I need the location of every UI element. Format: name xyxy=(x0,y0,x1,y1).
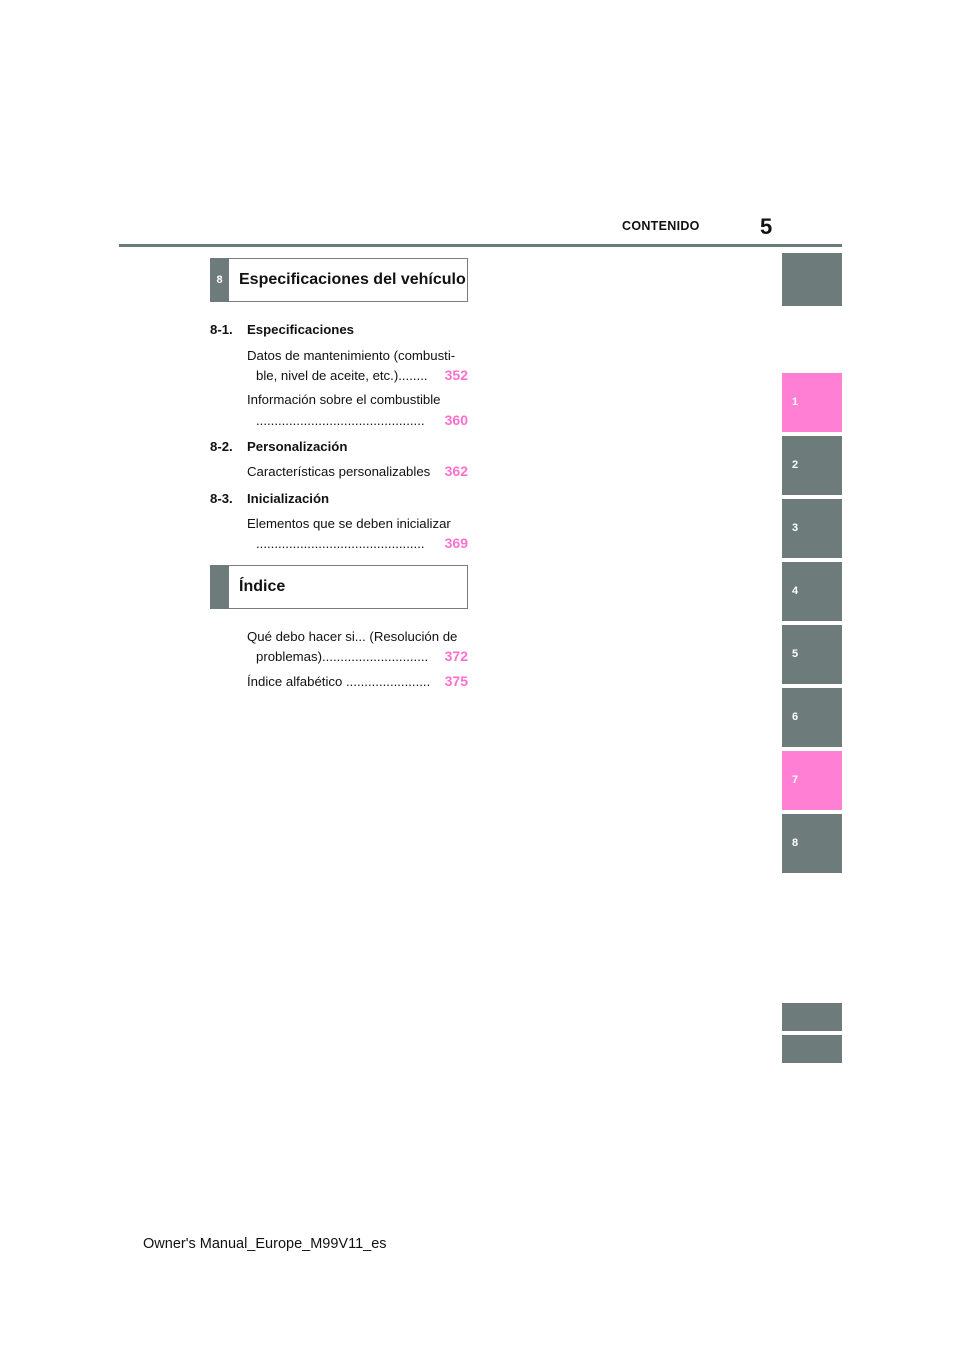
section-title: Índice xyxy=(239,578,286,595)
chapter-tab-5[interactable] xyxy=(782,625,842,684)
toc-entry-alphabetical-index[interactable] xyxy=(247,674,468,689)
chapter-tab-what-to-do[interactable] xyxy=(782,1003,842,1031)
tab-label: 1 xyxy=(792,396,799,408)
entry-text: Datos de mantenimiento (combusti- xyxy=(247,348,456,363)
section-heading-specifications xyxy=(210,258,468,302)
footer-manual-id: Owner's Manual_Europe_M99V11_es xyxy=(143,1236,387,1252)
page-number: 5 xyxy=(760,214,773,239)
toc-subsection-8-3[interactable] xyxy=(210,491,329,506)
page-link[interactable]: 369 xyxy=(444,535,468,551)
entry-leader: .............................................. xyxy=(256,536,425,551)
chapter-tab-8[interactable] xyxy=(782,814,842,873)
entry-text: ble, nivel de aceite, etc.)........ xyxy=(256,368,428,383)
tab-label: 3 xyxy=(792,522,799,534)
chapter-tab-2[interactable] xyxy=(782,436,842,495)
header-title: CONTENIDO xyxy=(622,219,700,233)
subsection-title: Especificaciones xyxy=(247,322,355,337)
entry-text: Qué debo hacer si... (Resolución de xyxy=(247,629,458,644)
entry-text: Características personalizables xyxy=(247,464,431,479)
entry-leader: .............................................. xyxy=(256,413,425,428)
chapter-tab-1[interactable] xyxy=(782,373,842,432)
header-rule xyxy=(119,244,842,247)
toc-entry-initialize-items[interactable] xyxy=(247,516,468,531)
section-number xyxy=(210,565,229,609)
chapter-tab-4[interactable] xyxy=(782,562,842,621)
tab-label: 5 xyxy=(792,648,799,660)
entry-text: Información sobre el combustible xyxy=(247,392,441,407)
subsection-number: 8-2. xyxy=(210,439,233,454)
subsection-number: 8-1. xyxy=(210,322,233,337)
toc-entry-troubleshooting[interactable] xyxy=(247,629,468,644)
tab-label: 8 xyxy=(792,837,799,849)
page-link[interactable]: 372 xyxy=(444,648,468,664)
entry-text: Índice alfabético ....................... xyxy=(247,674,431,689)
chapter-tab-7[interactable] xyxy=(782,751,842,810)
section-title: Especificaciones del vehículo xyxy=(239,271,466,288)
toc-entry-fuel-info-cont[interactable] xyxy=(256,413,468,428)
entry-text: Elementos que se deben inicializar xyxy=(247,516,451,531)
tab-label: 2 xyxy=(792,459,799,471)
toc-entry-fuel-info[interactable] xyxy=(247,392,468,407)
toc-entry-maintenance-data[interactable] xyxy=(247,348,468,363)
subsection-title: Personalización xyxy=(247,439,348,454)
toc-entry-custom-features[interactable] xyxy=(247,464,468,479)
chapter-tab-contents[interactable] xyxy=(782,253,842,306)
page-link[interactable]: 360 xyxy=(444,412,468,428)
chapter-tab-index[interactable] xyxy=(782,1035,842,1063)
subsection-number: 8-3. xyxy=(210,491,233,506)
section-heading-index xyxy=(210,565,468,609)
toc-entry-maintenance-data-cont[interactable] xyxy=(256,368,468,383)
toc-entry-initialize-items-cont[interactable] xyxy=(256,536,468,551)
chapter-tab-3[interactable] xyxy=(782,499,842,558)
toc-entry-troubleshooting-cont[interactable] xyxy=(256,649,468,664)
toc-subsection-8-2[interactable] xyxy=(210,439,347,454)
page-link[interactable]: 352 xyxy=(444,367,468,383)
page-link[interactable]: 362 xyxy=(444,463,468,479)
entry-text: problemas)............................. xyxy=(256,649,429,664)
subsection-title: Inicialización xyxy=(247,491,330,506)
chapter-tab-6[interactable] xyxy=(782,688,842,747)
toc-subsection-8-1[interactable] xyxy=(210,322,354,337)
tab-label: 7 xyxy=(792,774,799,786)
page-link[interactable]: 375 xyxy=(444,673,468,689)
section-number: 8 xyxy=(210,258,229,302)
tab-label: 4 xyxy=(792,585,799,597)
tab-label: 6 xyxy=(792,711,799,723)
